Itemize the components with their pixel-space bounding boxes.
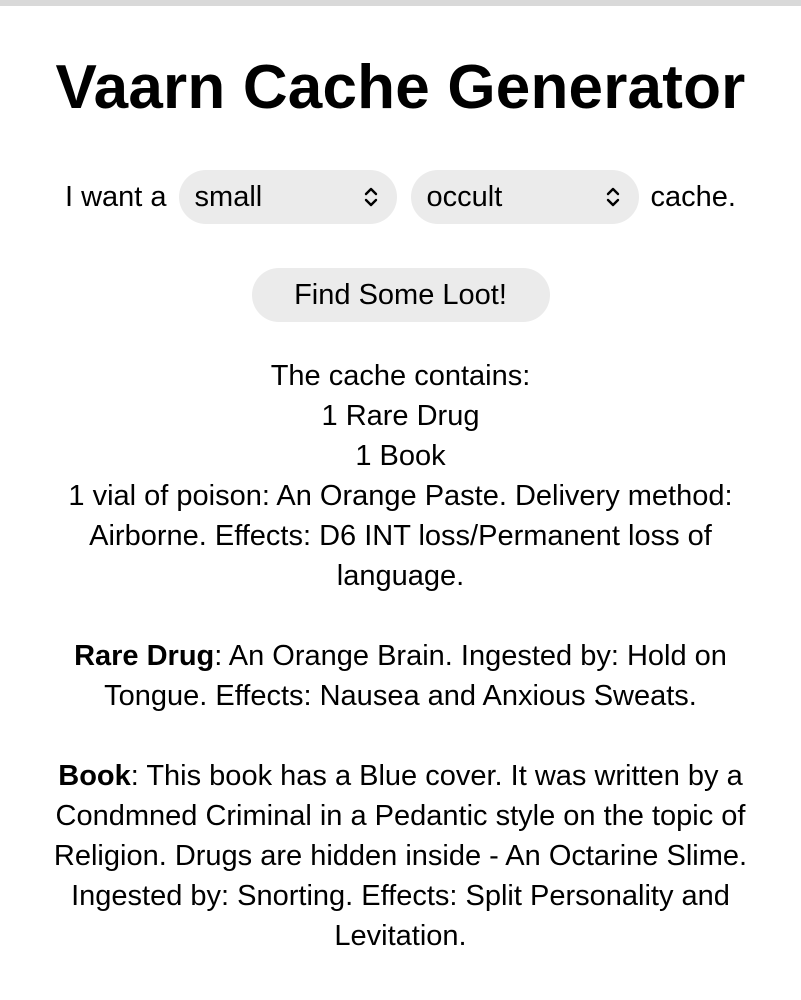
- type-select-value: occult: [426, 180, 503, 213]
- browser-top-border: [0, 0, 801, 6]
- type-select[interactable]: [411, 170, 639, 224]
- result-intro: The cache contains:: [270, 360, 531, 392]
- spacer: [30, 716, 771, 756]
- size-select-value: small: [194, 180, 263, 213]
- result-item: 1 vial of poison: An Orange Paste. Delivery method: Airborne. Effects: D6 INT loss/Permanent loss of language.: [68, 480, 733, 592]
- spacer: [30, 596, 771, 636]
- result-item: 1 Rare Drug: [321, 400, 480, 432]
- page-title: Vaarn Cache Generator: [55, 53, 746, 122]
- button-row: [0, 268, 801, 322]
- form-prefix-text: I want a: [64, 180, 167, 213]
- detail-text: : This book has a Blue cover. It was written by a Condmned Criminal in a Pedantic style on the topic of Religion. Drugs are hidden inside - An Octarine Slime. Ingested by: Snorting. Effects: Split Personality and Levitation.: [53, 760, 748, 952]
- up-down-chevron-icon: [605, 184, 621, 210]
- detail-label: Book: [58, 760, 131, 792]
- detail-text: : An Orange Brain. Ingested by: Hold on Tongue. Effects: Nausea and Anxious Sweats.: [104, 640, 727, 712]
- find-loot-button[interactable]: Find Some Loot!: [252, 268, 550, 322]
- cache-form: [0, 170, 801, 224]
- form-suffix-text: cache.: [650, 180, 736, 213]
- size-select[interactable]: [179, 170, 397, 224]
- up-down-chevron-icon: [363, 184, 379, 210]
- result-panel: [30, 356, 771, 956]
- detail-rare-drug: [30, 636, 771, 716]
- result-item: 1 Book: [355, 440, 446, 472]
- detail-label: Rare Drug: [74, 640, 215, 672]
- detail-book: [30, 756, 771, 956]
